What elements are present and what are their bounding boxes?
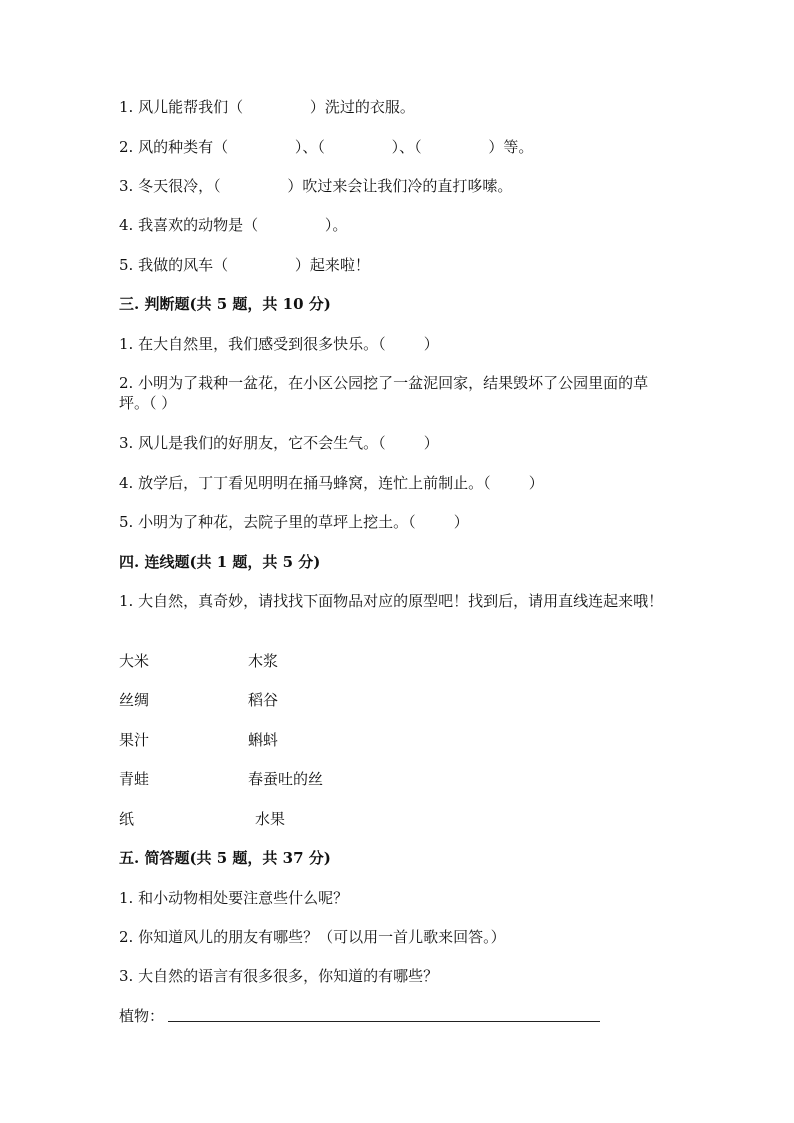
- true-false-item-1: 1. 在大自然里，我们感受到很多快乐。（ ）: [119, 335, 439, 353]
- match-right-item: 木浆: [248, 652, 279, 670]
- true-false-item-4: 4. 放学后，丁丁看见明明在捅马蜂窝，连忙上前制止。（ ）: [119, 474, 544, 492]
- true-false-item-3: 3. 风儿是我们的好朋友，它不会生气。（ ）: [119, 434, 439, 452]
- fill-blank-item-2: 2. 风的种类有（ ）、（ ）、（ ）等。: [119, 138, 534, 156]
- match-left-item: 纸: [119, 810, 135, 828]
- section-heading-matching: 四. 连线题(共 1 题，共 5 分): [119, 553, 321, 571]
- fill-blank-item-1: 1. 风儿能帮我们（ ）洗过的衣服。: [119, 98, 415, 116]
- short-answer-item-2: 2. 你知道风儿的朋友有哪些？（可以用一首儿歌来回答。）: [119, 928, 506, 946]
- match-right-item: 春蚕吐的丝: [248, 770, 324, 788]
- section-heading-short-answer: 五. 简答题(共 5 题，共 37 分): [119, 849, 331, 867]
- match-left-item: 青蛙: [119, 770, 150, 788]
- match-right-item: 水果: [255, 810, 286, 828]
- match-left-item: 果汁: [119, 731, 150, 749]
- match-left-item: 丝绸: [119, 691, 150, 709]
- matching-question: 1. 大自然，真奇妙，请找找下面物品对应的原型吧！找到后，请用直线连起来哦！: [119, 592, 664, 610]
- short-answer-item-1: 1. 和小动物相处要注意些什么呢？: [119, 889, 349, 907]
- true-false-item-2: 2. 小明为了栽种一盆花，在小区公园挖了一盆泥回家，结果毁坏了公园里面的草坪。（ ）: [119, 374, 649, 412]
- fill-blank-item-4: 4. 我喜欢的动物是（ ）。: [119, 216, 348, 234]
- match-right-item: 稻谷: [248, 691, 279, 709]
- short-answer-item-3: 3. 大自然的语言有很多很多，你知道的有哪些？: [119, 967, 439, 985]
- answer-label-plants: 植物：: [119, 1007, 165, 1025]
- fill-blank-item-3: 3. 冬天很冷，（ ）吹过来会让我们冷的直打哆嗦。: [119, 177, 513, 195]
- match-right-item: 蝌蚪: [248, 731, 279, 749]
- fill-blank-item-5: 5. 我做的风车（ ）起来啦！: [119, 256, 370, 274]
- section-heading-true-false: 三. 判断题(共 5 题，共 10 分): [119, 295, 331, 313]
- true-false-item-5: 5. 小明为了种花，去院子里的草坪上挖土。（ ）: [119, 513, 469, 531]
- match-left-item: 大米: [119, 652, 150, 670]
- answer-line: [168, 1021, 600, 1022]
